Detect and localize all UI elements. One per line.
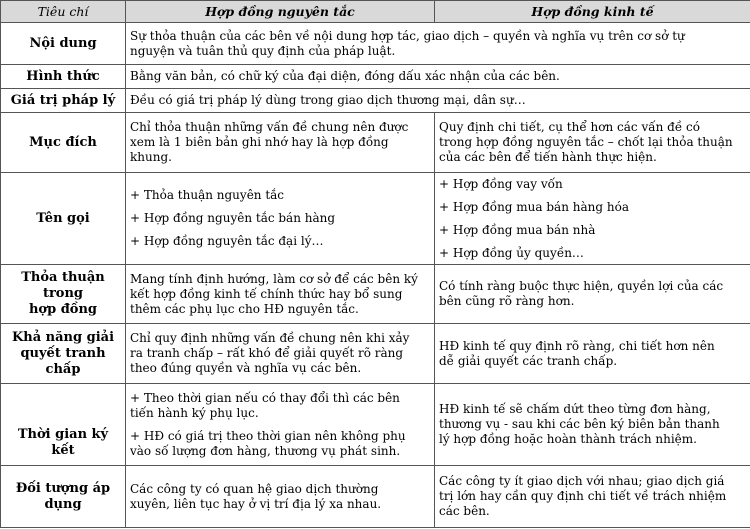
cell-ten-goi-economic: [435, 173, 750, 265]
text-line: lý hợp đồng hoặc hoàn thành trách nhiệm.: [439, 432, 697, 446]
cell-ten-goi-principle: [126, 173, 435, 265]
header-row: [1, 1, 750, 23]
text-line: thương vụ - sau khi các bên ký biên bản thanh: [439, 417, 720, 431]
text-line: vào số lượng đơn hàng, thương vụ phát sinh.: [130, 443, 401, 458]
text-line: của các bên để tiến hành thực hiện.: [439, 150, 657, 164]
row-thoa-thuan: [1, 265, 750, 324]
row-gia-tri-phap-ly: [1, 89, 750, 113]
header-criteria: Tiêu chí: [1, 1, 126, 23]
cell-thoi-gian-economic: [435, 384, 750, 466]
text-line: các bên.: [439, 504, 490, 518]
text-line: HĐ kinh tế quy định rõ ràng, chi tiết hơn nên: [439, 338, 715, 353]
text-line: Chỉ thỏa thuận những vấn đề chung nên được: [130, 120, 409, 134]
cell-thoa-thuan-principle: [126, 265, 435, 324]
text-line: nguyện và tuân thủ quy định của pháp luật.: [130, 43, 396, 58]
text-line: Bằng văn bản, có chữ ký của đại diện, đóng dấu xác nhận của các bên.: [130, 69, 560, 83]
text-line: + Thỏa thuận nguyên tắc: [130, 188, 285, 202]
text-line: thêm các phụ lục cho HĐ nguyên tắc.: [130, 301, 359, 316]
criteria-label-line: Thỏa thuận trong: [21, 270, 105, 301]
text-line: Có tính ràng buộc thực hiện, quyền lợi của các: [439, 279, 724, 293]
text-line: trong hợp đồng nguyên tắc – chốt lại thỏa thuận: [439, 135, 733, 149]
text-line: Sự thỏa thuận của các bên về nội dung hợp tác, giao dịch – quyền và nghĩa vụ trên cơ sở tự: [130, 28, 685, 43]
text-line: bên cũng rõ ràng hơn.: [439, 294, 575, 308]
text-line: Đều có giá trị pháp lý dùng trong giao dịch thương mại, dân sự…: [130, 93, 526, 107]
cell-hinh-thuc-both: [126, 65, 750, 89]
text-line: HĐ kinh tế sẽ chấm dứt theo từng đơn hàng,: [439, 402, 711, 416]
text-line: Các công ty ít giao dịch với nhau; giao dịch giá: [439, 474, 725, 488]
criteria-hinh-thuc: Hình thức: [1, 65, 126, 89]
cell-gia-tri-both: [126, 89, 750, 113]
text-line: + Hợp đồng vay vốn: [439, 176, 563, 191]
text-line: + Hợp đồng nguyên tắc bán hàng: [130, 211, 336, 225]
row-ten-goi: [1, 173, 750, 265]
header-economic-contract: Hợp đồng kinh tế: [435, 1, 750, 23]
criteria-kha-nang: [1, 324, 126, 384]
criteria-label-line: Khả năng giải: [11, 329, 115, 345]
text-line: trị lớn hay cần quy định chi tiết về trách nhiệm: [439, 489, 727, 503]
text-line: Các công ty có quan hệ giao dịch thường: [130, 481, 379, 496]
cell-kha-nang-economic: [435, 324, 750, 384]
text-line: Mang tính định hướng, làm cơ sở để các bên ký: [130, 271, 418, 286]
cell-kha-nang-principle: [126, 324, 435, 384]
criteria-label-line: quyết tranh chấp: [20, 345, 106, 377]
cell-muc-dich-economic: [435, 113, 750, 173]
criteria-label-line: hợp đồng: [28, 302, 98, 317]
text-line: + Hợp đồng nguyên tắc đại lý…: [130, 234, 324, 248]
row-hinh-thuc: [1, 65, 750, 89]
text-line: khung.: [130, 150, 172, 164]
text-line: + Theo thời gian nếu có thay đổi thì các bên: [130, 390, 400, 405]
cell-noi-dung-both: [126, 23, 750, 65]
criteria-ten-goi: Tên gọi: [1, 173, 126, 265]
text-line: + Hợp đồng mua bán nhà: [439, 222, 596, 237]
row-noi-dung: [1, 23, 750, 65]
text-line: + HĐ có giá trị theo thời gian nên không phụ: [130, 428, 406, 443]
row-doi-tuong: [1, 466, 750, 528]
text-line: ra tranh chấp – rất khó để giải quyết rõ ràng: [130, 346, 404, 360]
cell-doi-tuong-economic: [435, 466, 750, 528]
text-line: + Hợp đồng mua bán hàng hóa: [439, 199, 629, 214]
criteria-label-line: Đối tượng áp: [15, 480, 111, 496]
row-muc-dich: [1, 113, 750, 173]
cell-thoi-gian-principle: [126, 384, 435, 466]
criteria-thoi-gian: Thời gian ký kết: [1, 384, 126, 466]
cell-thoa-thuan-economic: [435, 265, 750, 324]
text-line: tiến hành ký phụ lục.: [130, 405, 259, 420]
text-line: theo đúng quyền và nghĩa vụ các bên.: [130, 361, 362, 375]
text-line: dễ giải quyết các tranh chấp.: [439, 353, 618, 368]
criteria-doi-tuong: [1, 466, 126, 528]
header-principle-contract: Hợp đồng nguyên tắc: [126, 1, 435, 23]
criteria-gia-tri-phap-ly: Giá trị pháp lý: [1, 89, 126, 113]
criteria-muc-dich: Mục đích: [1, 113, 126, 173]
criteria-noi-dung: Nội dung: [1, 23, 126, 65]
text-line: xem là 1 biên bản ghi nhớ hay là hợp đồng: [130, 135, 389, 149]
cell-doi-tuong-principle: [126, 466, 435, 528]
cell-muc-dich-principle: [126, 113, 435, 173]
text-line: Quy định chi tiết, cụ thể hơn các vấn đề có: [439, 120, 700, 134]
criteria-thoa-thuan: [1, 265, 126, 324]
text-line: + Hợp đồng ủy quyền…: [439, 245, 584, 260]
text-line: Chỉ quy định những vấn đề chung nên khi xảy: [130, 331, 410, 345]
row-thoi-gian: [1, 384, 750, 466]
criteria-label-line: dụng: [44, 496, 82, 512]
text-line: xuyên, liên tục hay ở vị trí địa lý xa nhau.: [130, 496, 382, 511]
text-line: kết hợp đồng kinh tế chính thức hay bổ sung: [130, 286, 403, 301]
row-kha-nang: [1, 324, 750, 384]
